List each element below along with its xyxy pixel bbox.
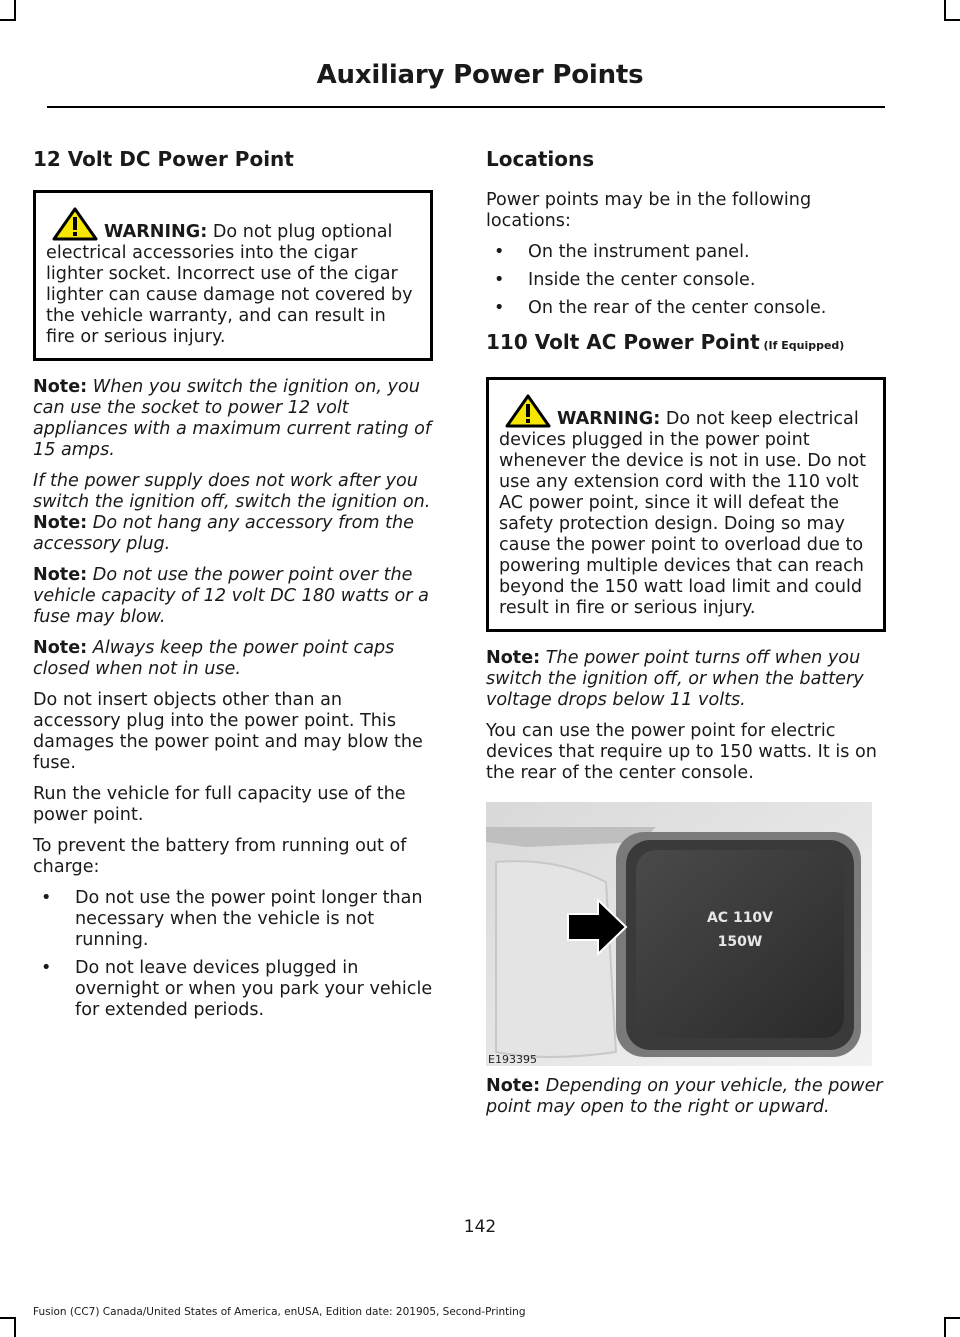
figure-id: E193395 — [488, 1053, 537, 1066]
crop-mark — [14, 1317, 16, 1337]
page-number: 142 — [463, 1217, 497, 1237]
left-column — [33, 146, 433, 1031]
bullet-list — [33, 888, 433, 1021]
body-paragraph: To prevent the battery from running out of charge: — [33, 836, 407, 877]
note-continuation: If the power supply does not work after you switch the ignition off, switch the ignition on. — [33, 471, 431, 512]
body-paragraph: Do not insert objects other than an accessory plug into the power point. This damages the power point and may blow the fuse. — [33, 690, 423, 773]
warning-label: WARNING: — [557, 409, 661, 429]
list-item: • Do not leave devices plugged in overnight or when you park your vehicle for extended periods. — [33, 958, 433, 1021]
section-heading-110v: 110 Volt AC Power Point (If Equipped) — [486, 330, 845, 354]
crop-mark — [0, 19, 16, 21]
note-paragraph: Note: Do not use the power point over the vehicle capacity of 12 volt DC 180 watts or a fuse may blow. — [33, 565, 429, 627]
body-paragraph: You can use the power point for electric devices that require up to 150 watts. It is on the rear of the center console. — [486, 721, 877, 783]
note-paragraph: Note: When you switch the ignition on, you can use the socket to power 12 volt appliances with a maximum current rating of 15 amps. — [33, 377, 432, 460]
body-paragraph: Run the vehicle for full capacity use of the power point. — [33, 784, 406, 825]
crop-mark — [0, 1317, 16, 1319]
note-paragraph: Note: Do not hang any accessory from the accessory plug. — [33, 513, 414, 554]
header-rule — [47, 106, 885, 108]
warning-label: WARNING: — [104, 222, 208, 242]
footer-text: Fusion (CC7) Canada/United States of America, enUSA, Edition date: 201905, Second-Printing — [33, 1306, 526, 1318]
warning-box-12v — [33, 190, 433, 361]
crop-mark — [14, 0, 16, 20]
power-point-photo — [486, 802, 872, 1066]
crop-mark — [944, 19, 960, 21]
warning-box-110v — [486, 377, 886, 632]
section-heading-12v: 12 Volt DC Power Point — [33, 147, 294, 171]
crop-mark — [944, 1317, 960, 1319]
warning-text: Do not keep electrical devices plugged in the power point whenever the device is not in use. Do not use any extension cord with the 110 volt AC power point, since it will defeat the safety protection design. Doing so may cause the power point to overload due to powering multiple devices that can reach beyond the 150 watt load limit and could result in fire or serious injury. — [499, 409, 866, 618]
page-title: Auxiliary Power Points — [316, 60, 644, 90]
list-item: • On the instrument panel. — [486, 242, 886, 263]
section-heading-locations: Locations — [486, 147, 595, 171]
note-paragraph: Note: Always keep the power point caps closed when not in use. — [33, 638, 395, 679]
warning-triangle-icon — [52, 207, 98, 241]
note-paragraph: Note: The power point turns off when you switch the ignition off, or when the battery voltage drops below 11 volts. — [486, 648, 864, 710]
list-item: • Do not use the power point longer than necessary when the vehicle is not running. — [33, 888, 433, 951]
list-item: • Inside the center console. — [486, 270, 886, 291]
list-item: • On the rear of the center console. — [486, 298, 886, 319]
bullet-list — [486, 242, 886, 319]
crop-mark — [944, 0, 946, 20]
console-illustration — [486, 802, 872, 1066]
crop-mark — [944, 1317, 946, 1337]
warning-text: Do not plug optional electrical accessories into the cigar lighter socket. Incorrect use of the cigar lighter can cause damage not covered by the vehicle warranty, and can result in fire or serious injury. — [46, 222, 413, 347]
lid-label-line2: 150W — [717, 934, 763, 950]
body-paragraph: Power points may be in the following locations: — [486, 190, 812, 231]
right-column — [486, 146, 886, 1128]
warning-triangle-icon — [505, 394, 551, 428]
lid-label-line1: AC 110V — [706, 910, 774, 926]
note-paragraph: Note: Depending on your vehicle, the power point may open to the right or upward. — [486, 1076, 883, 1117]
